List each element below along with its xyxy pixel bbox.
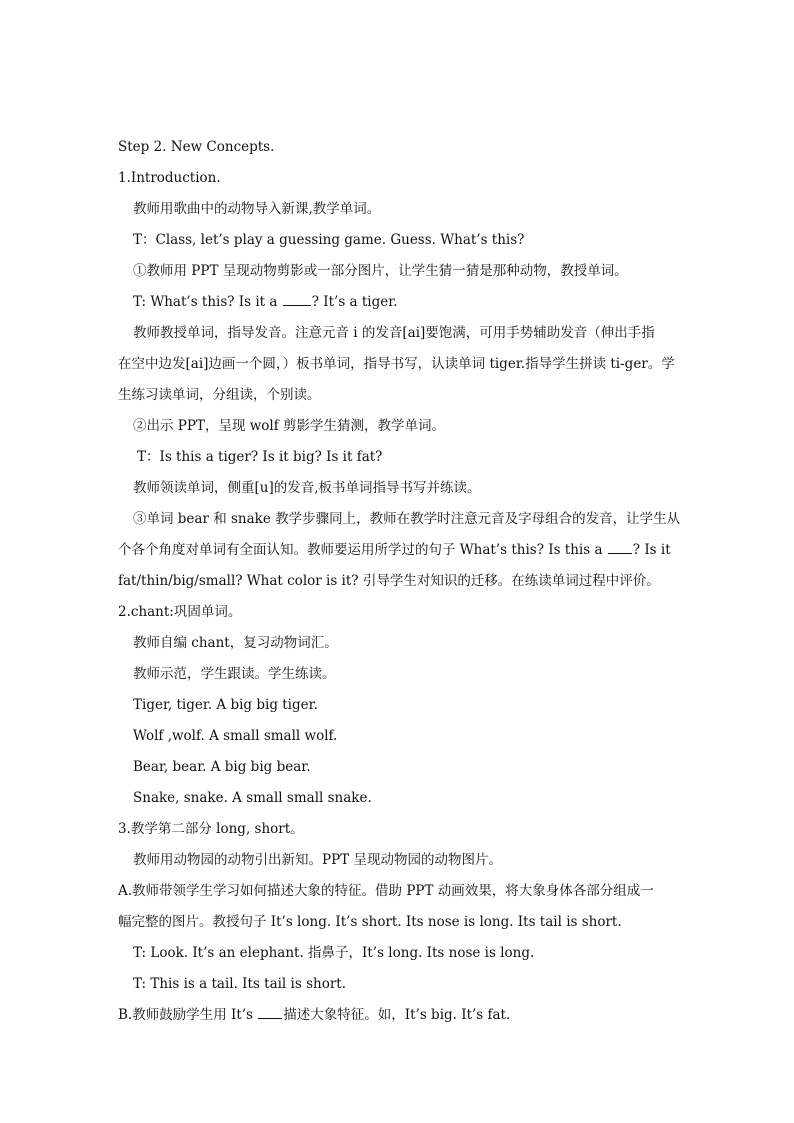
step-heading: Step 2. New Concepts. [118, 139, 275, 155]
paragraph: 教师教授单词，指导发音。注意元音 i 的发音[ai]要饱满，可用手势辅助发音（伸出手指 [133, 325, 655, 341]
paragraph: 教师自编 chant，复习动物词汇。 [133, 635, 338, 651]
paragraph: 教师用动物园的动物引出新知。PPT 呈现动物园的动物图片。 [133, 852, 502, 868]
numbered-step-2: ②出示 PPT，呈现 wolf 剪影学生猜测，教学单词。 [133, 418, 446, 434]
dialogue-line [118, 287, 678, 318]
chant-line: Tiger, tiger. A big big tiger. [133, 697, 318, 713]
dialogue-line: T: Look. It’s an elephant. 指鼻子，It’s long. Its nose is long. [133, 945, 535, 961]
paragraph-text: ? Is it [632, 542, 671, 558]
dialogue-line: T：Is this a tiger? Is it big? Is it fat? [137, 449, 383, 465]
fill-in-blank [258, 1007, 282, 1019]
lesson-plan-body [118, 132, 681, 1031]
dialogue-text: ? It’s a tiger. [311, 294, 398, 310]
chant-line: Snake, snake. A small small snake. [133, 790, 372, 806]
paragraph-continued: 幅完整的图片。教授句子 It’s long. It’s short. Its nose is long. Its tail is short. [118, 914, 622, 930]
section-heading-chant: 2.chant:巩固单词。 [118, 604, 242, 620]
fill-in-blank [608, 542, 632, 554]
numbered-step-3: ③单词 bear 和 snake 教学步骤同上，教师在教学时注意元音及字母组合的发音，让学生从 [133, 511, 681, 527]
dialogue-line: T：Class, let’s play a guessing game. Guess. What’s this? [133, 232, 525, 248]
section-heading-introduction: 1.Introduction. [118, 170, 221, 186]
paragraph: 教师用歌曲中的动物导入新课,教学单词。 [133, 201, 381, 217]
paragraph-continued: 在空中边发[ai]边画一个圆，）板书单词，指导书写，认读单词 tiger.指导学生拼读 ti-ger。学 [118, 356, 675, 372]
paragraph-continued: 生练习读单词，分组读，个别读。 [118, 387, 321, 403]
paragraph-text: 个各个角度对单词有全面认知。教师要运用所学过的句子 What’s this? Is this a [118, 542, 603, 558]
lettered-item-b [118, 1000, 678, 1031]
chant-line: Wolf ,wolf. A small small wolf. [133, 728, 338, 744]
dialogue-text: T: What’s this? Is it a [133, 294, 278, 310]
section-heading-part-two: 3.教学第二部分 long, short。 [118, 821, 304, 837]
paragraph-text: B.教师鼓励学生用 It’s [118, 1007, 253, 1023]
paragraph: 教师领读单词，侧重[u]的发音,板书单词指导书写并练读。 [133, 480, 481, 496]
paragraph-continued: fat/thin/big/small? What color is it? 引导学生对知识的迁移。在练读单词过程中评价。 [118, 573, 660, 589]
paragraph: 教师示范，学生跟读。学生练读。 [133, 666, 336, 682]
numbered-step-1: ①教师用 PPT 呈现动物剪影或一部分图片，让学生猜一猜是那种动物，教授单词。 [133, 263, 628, 279]
paragraph-text: 描述大象特征。如，It’s big. It’s fat. [283, 1007, 511, 1023]
lettered-item-a: A.教师带领学生学习如何描述大象的特征。借助 PPT 动画效果，将大象身体各部分组成一 [118, 883, 654, 899]
chant-line: Bear, bear. A big big bear. [133, 759, 311, 775]
dialogue-line: T: This is a tail. Its tail is short. [133, 976, 347, 992]
fill-in-blank [283, 294, 311, 306]
paragraph-continued [118, 535, 678, 566]
